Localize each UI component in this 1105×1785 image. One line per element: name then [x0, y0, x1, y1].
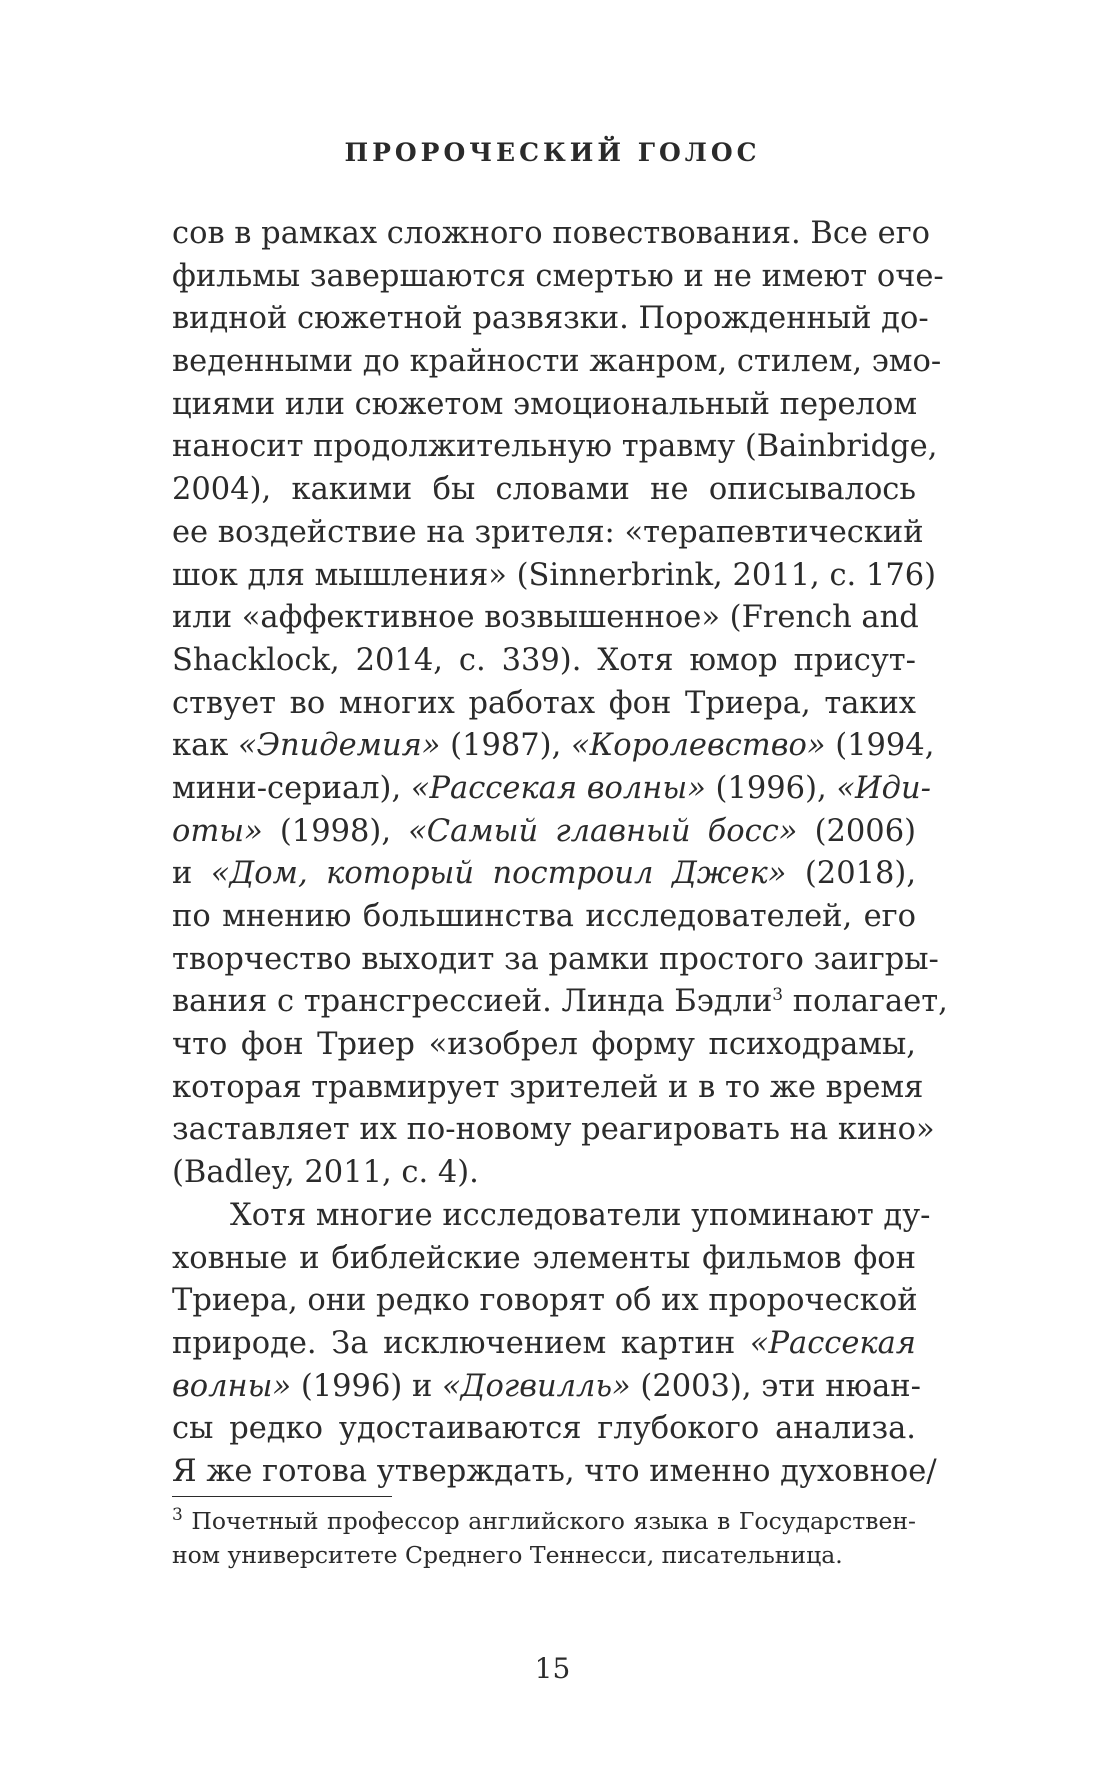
- footnote: [172, 1505, 916, 1572]
- text-line: [172, 811, 916, 854]
- running-head: ПРОРОЧЕСКИЙ ГОЛОС: [344, 138, 761, 167]
- footnote-line-1: [172, 1505, 916, 1539]
- text-run: сов в рамках сложного повествования. Все его: [172, 216, 931, 251]
- text-line: [172, 512, 924, 555]
- text-run: и: [172, 856, 211, 892]
- text-run: ствует во многих работах фон Триера, таких: [172, 685, 916, 721]
- text-run: сы редко удостаиваются глубокого анализа.: [172, 1411, 916, 1447]
- text-run: 2004), какими бы словами не описывалось: [172, 472, 916, 508]
- film-title: «Иди-: [836, 770, 931, 806]
- text-line: [172, 725, 935, 768]
- text-line: [172, 981, 948, 1024]
- text-run: Shacklock, 2014, с. 339). Хотя юмор присут-: [172, 642, 916, 678]
- text-line: [172, 1238, 916, 1281]
- film-title: оты»: [172, 813, 263, 849]
- text-run: вания с трансгрессией. Линда Бэдли: [172, 984, 773, 1020]
- film-title: «Рассекая волны»: [410, 770, 706, 806]
- text-run: заставляет их по-новому реагировать на кино»: [172, 1112, 935, 1148]
- text-run: Я же готова утверждать, что именно духовное/: [172, 1453, 937, 1489]
- footnote-ref: 3: [772, 985, 784, 1006]
- text-run: (1996),: [705, 770, 837, 806]
- text-run: полагает,: [783, 984, 948, 1020]
- text-run: которая травмирует зрителей и в то же время: [172, 1069, 924, 1105]
- text-line: [172, 256, 944, 299]
- footnote-number: 3: [172, 1505, 183, 1526]
- film-title: «Королевство»: [570, 728, 826, 764]
- text-line: [172, 1152, 916, 1195]
- text-line: [172, 768, 931, 811]
- text-line: [172, 1408, 916, 1451]
- text-line: [172, 1195, 931, 1238]
- text-run: ховные и библейские элементы фильмов фон: [172, 1240, 916, 1276]
- text-line: [172, 896, 916, 939]
- text-line: [172, 1366, 921, 1409]
- text-run: (1994,: [825, 728, 935, 764]
- text-run: творчество выходит за рамки простого заигры-: [172, 941, 939, 977]
- text-run: (1998),: [262, 813, 409, 849]
- text-line: [172, 1280, 916, 1323]
- text-run: (Badley, 2011, с. 4).: [172, 1155, 479, 1191]
- film-title: «Самый главный босс»: [408, 813, 798, 849]
- text-line: [172, 213, 931, 256]
- text-run: (2003), эти нюан-: [630, 1368, 921, 1404]
- page-number: 15: [534, 1652, 571, 1685]
- film-title: волны»: [172, 1368, 292, 1404]
- text-run: Хотя многие исследователи упоминают ду-: [230, 1197, 931, 1233]
- film-title: «Эпидемия»: [238, 728, 441, 764]
- text-run: фильмы завершаются смертью и не имеют оче-: [172, 258, 944, 294]
- film-title: «Рассекая: [749, 1325, 916, 1361]
- text-line: [172, 341, 942, 384]
- film-title: «Догвилль»: [441, 1368, 631, 1404]
- text-line: [172, 555, 937, 598]
- text-line: [172, 426, 938, 469]
- text-line: [172, 298, 929, 341]
- footnote-line-2: ном университете Среднего Теннесси, писательница.: [172, 1540, 843, 1569]
- text-run: наносит продолжительную травму (Bainbridge,: [172, 429, 938, 465]
- text-run: ее воздействие на зрителя: «терапевтический: [172, 514, 924, 550]
- text-run: (2018),: [786, 856, 917, 892]
- text-run: веденными до крайности жанром, стилем, эмо-: [172, 344, 942, 380]
- text-run: по мнению большинства исследователей, его: [172, 899, 916, 934]
- text-run: шок для мышления» (Sinnerbrink, 2011, с. 176): [172, 557, 937, 593]
- footnote-text-1: Почетный профессор английского языка в Государствен-: [191, 1507, 916, 1535]
- text-run: мини-сериал),: [172, 770, 411, 806]
- text-run: (2006): [797, 813, 916, 849]
- text-line: [172, 1451, 937, 1494]
- text-line: [172, 384, 916, 427]
- text-line: [172, 1323, 916, 1366]
- body-text: [172, 213, 948, 1494]
- footnote-rule: [172, 1496, 392, 1497]
- text-line: [172, 597, 919, 640]
- text-run: Триера, они редко говорят об их пророческой: [172, 1283, 918, 1319]
- text-line: [172, 683, 916, 726]
- text-line: [172, 853, 916, 896]
- text-run: что фон Триер «изобрел форму психодрамы,: [172, 1027, 916, 1063]
- text-line: [172, 1024, 916, 1067]
- text-line: [172, 939, 939, 982]
- text-run: (1996) и: [291, 1368, 442, 1404]
- text-run: циями или сюжетом эмоциональный перелом: [172, 386, 918, 422]
- text-line: [172, 640, 916, 683]
- text-line: [172, 1067, 924, 1110]
- text-run: (1987),: [440, 728, 571, 764]
- film-title: «Дом, который построил Джек»: [210, 856, 787, 892]
- text-run: видной сюжетной развязки. Порожденный до-: [172, 301, 929, 337]
- text-run: или «аффективное возвышенное» (French and: [172, 600, 919, 636]
- text-line: [172, 469, 916, 512]
- text-run: как: [172, 728, 239, 764]
- text-run: природе. За исключением картин: [172, 1325, 750, 1361]
- text-line: [172, 1109, 935, 1152]
